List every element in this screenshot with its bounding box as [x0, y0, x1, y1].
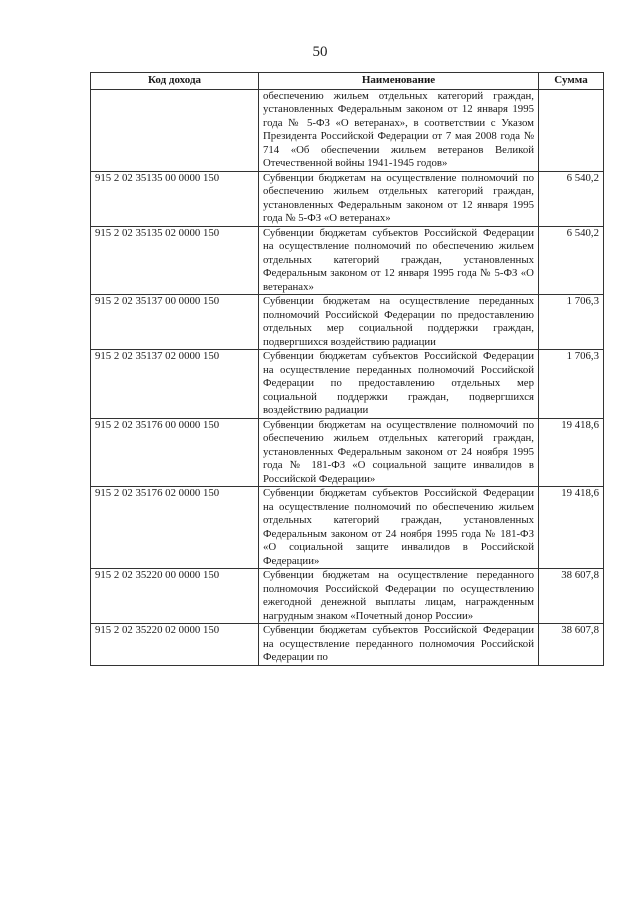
column-header-sum: Сумма [539, 73, 604, 90]
income-code-cell: 915 2 02 35220 02 0000 150 [91, 624, 259, 666]
column-header-code: Код дохода [91, 73, 259, 90]
table-row [91, 295, 604, 350]
income-name-cell: Субвенции бюджетам на осуществление полномочий по обеспечению жильем отдельных категорий граждан, установленных Федеральным законом от 12 января 1995 года № 5-ФЗ «О ветеранах» [259, 171, 539, 226]
income-sum-cell: 6 540,2 [539, 171, 604, 226]
table-row [91, 569, 604, 624]
income-name-cell: Субвенции бюджетам на осуществление переданных полномочий Российской Федерации по предоставлению отдельных мер социальной поддержки граждан, подвергшихся воздействию радиации [259, 295, 539, 350]
table-row [91, 418, 604, 487]
income-code-cell: 915 2 02 35176 00 0000 150 [91, 418, 259, 487]
income-sum-cell: 19 418,6 [539, 418, 604, 487]
income-sum-cell: 1 706,3 [539, 295, 604, 350]
income-code-cell [91, 89, 259, 171]
income-code-cell: 915 2 02 35137 00 0000 150 [91, 295, 259, 350]
income-code-cell: 915 2 02 35137 02 0000 150 [91, 350, 259, 419]
income-code-cell: 915 2 02 35135 00 0000 150 [91, 171, 259, 226]
income-sum-cell: 19 418,6 [539, 487, 604, 569]
income-name-cell: Субвенции бюджетам на осуществление полномочий по обеспечению жильем отдельных категорий граждан, установленных Федеральным законом от 24 ноября 1995 года № 181-ФЗ «О социальной защите инвалидов в Российской Федерации» [259, 418, 539, 487]
table-header-row [91, 73, 604, 90]
income-name-cell: обеспечению жильем отдельных категорий граждан, установленных Федеральным законом от 12 января 1995 года № 5-ФЗ «О ветеранах», в соответствии с Указом Президента Российской Федерации от 7 мая 2008 года № 714 «Об обеспечении жильем ветеранов Великой Отечественной войны 1941-1945 годов» [259, 89, 539, 171]
column-header-name: Наименование [259, 73, 539, 90]
table-row [91, 624, 604, 666]
income-name-cell: Субвенции бюджетам субъектов Российской Федерации на осуществление полномочий по обеспечению жильем отдельных категорий граждан, установленных Федеральным законом от 24 ноября 1995 года № 181-ФЗ «О социальной защите инвалидов в Российской Федерации» [259, 487, 539, 569]
income-sum-cell: 38 607,8 [539, 624, 604, 666]
income-name-cell: Субвенции бюджетам субъектов Российской Федерации на осуществление полномочий по обеспечению жильем отдельных категорий граждан, установленных Федеральным законом от 12 января 1995 года № 5-ФЗ «О ветеранах» [259, 226, 539, 295]
income-name-cell: Субвенции бюджетам на осуществление переданного полномочия Российской Федерации по осуществлению ежегодной денежной выплаты лицам, награжденным нагрудным знаком «Почетный донор России» [259, 569, 539, 624]
income-sum-cell [539, 89, 604, 171]
income-name-cell: Субвенции бюджетам субъектов Российской Федерации на осуществление переданного полномочия Российской Федерации по [259, 624, 539, 666]
income-sum-cell: 38 607,8 [539, 569, 604, 624]
income-name-cell: Субвенции бюджетам субъектов Российской Федерации на осуществление переданных полномочий Российской Федерации по предоставлению отдельных мер социальной поддержки граждан, подвергшихся воздействию радиации [259, 350, 539, 419]
income-sum-cell: 1 706,3 [539, 350, 604, 419]
income-code-cell: 915 2 02 35176 02 0000 150 [91, 487, 259, 569]
table-row [91, 226, 604, 295]
table-row [91, 487, 604, 569]
income-sum-cell: 6 540,2 [539, 226, 604, 295]
page-number: 50 [312, 44, 328, 60]
income-code-cell: 915 2 02 35220 00 0000 150 [91, 569, 259, 624]
table-row [91, 171, 604, 226]
budget-revenue-table [90, 72, 604, 666]
table-row [91, 350, 604, 419]
table-row [91, 89, 604, 171]
income-code-cell: 915 2 02 35135 02 0000 150 [91, 226, 259, 295]
